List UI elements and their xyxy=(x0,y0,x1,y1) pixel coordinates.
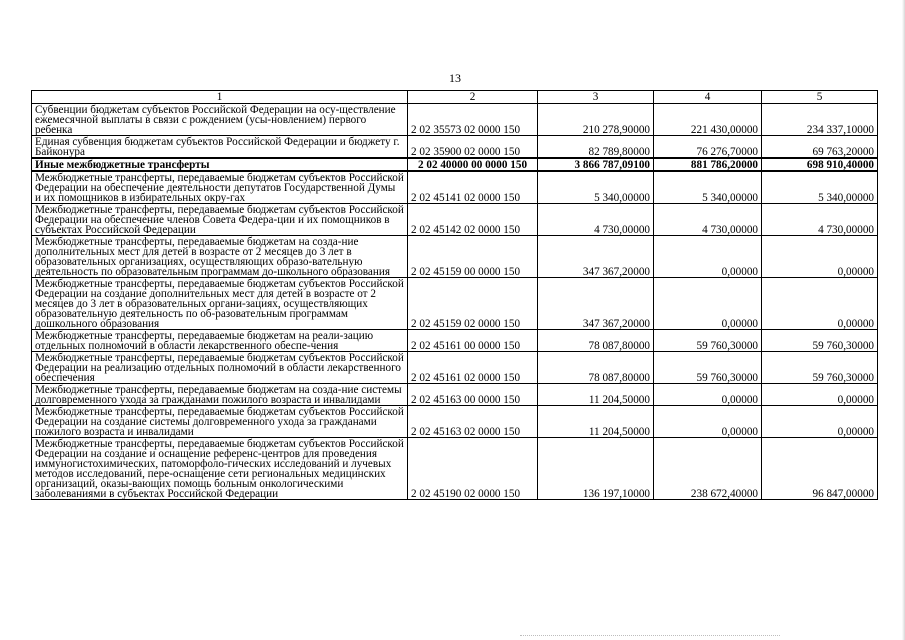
row-value-col3: 5 340,00000 xyxy=(538,171,654,204)
row-name: Субвенции бюджетам субъектов Российской Федерации на осу-ществление ежемесячной выплаты в связи с рождением (усы-новлением) первого ребенка xyxy=(32,104,408,136)
row-value-col5: 0,00000 xyxy=(762,406,878,438)
column-header-2: 2 xyxy=(408,91,538,104)
row-value-col5: 0,00000 xyxy=(762,278,878,330)
row-code: 2 02 45161 02 0000 150 xyxy=(408,352,538,384)
row-value-col4: 881 786,20000 xyxy=(654,158,762,171)
row-value-col4: 221 430,00000 xyxy=(654,104,762,136)
row-code: 2 02 45141 02 0000 150 xyxy=(408,171,538,204)
row-value-col3: 136 197,10000 xyxy=(538,438,654,500)
budget-table xyxy=(31,90,878,500)
row-value-col3: 11 204,50000 xyxy=(538,406,654,438)
row-name: Межбюджетные трансферты, передаваемые бюджетам субъектов Российской Федерации на создание и оснащение референс-центров для проведения иммуногистохимических, патоморфоло-гических исследований и лучевых методов исследований, пере-оснащение сети региональных медицинских организаций, оказы-вающих помощь больным онкологическими заболеваниями в субъектах Российской Федерации xyxy=(32,438,408,500)
row-value-col4: 4 730,00000 xyxy=(654,204,762,236)
row-value-col5: 59 760,30000 xyxy=(762,330,878,352)
row-value-col4: 0,00000 xyxy=(654,236,762,278)
row-code: 2 02 40000 00 0000 150 xyxy=(408,158,538,171)
row-code: 2 02 35573 02 0000 150 xyxy=(408,104,538,136)
row-value-col3: 347 367,20000 xyxy=(538,278,654,330)
column-header-5: 5 xyxy=(762,91,878,104)
row-code: 2 02 45159 02 0000 150 xyxy=(408,278,538,330)
row-value-col4: 0,00000 xyxy=(654,278,762,330)
row-value-col5: 698 910,40000 xyxy=(762,158,878,171)
column-header-4: 4 xyxy=(654,91,762,104)
row-value-col3: 78 087,80000 xyxy=(538,330,654,352)
row-value-col5: 234 337,10000 xyxy=(762,104,878,136)
row-code: 2 02 45159 00 0000 150 xyxy=(408,236,538,278)
row-value-col4: 59 760,30000 xyxy=(654,352,762,384)
row-code: 2 02 45163 02 0000 150 xyxy=(408,406,538,438)
row-value-col4: 59 760,30000 xyxy=(654,330,762,352)
table-row xyxy=(32,136,878,159)
table-row xyxy=(32,278,878,330)
table-row xyxy=(32,171,878,204)
table-row xyxy=(32,236,878,278)
header-row xyxy=(32,91,878,104)
scan-artifact xyxy=(520,635,780,637)
row-value-col5: 4 730,00000 xyxy=(762,204,878,236)
row-value-col5: 0,00000 xyxy=(762,384,878,406)
row-name: Межбюджетные трансферты, передаваемые бюджетам субъектов Российской Федерации на создание дополнительных мест для детей в возрасте от 2 месяцев до 3 лет в образовательных органи-зациях, осуществляющих образовательную деятельность по об-разовательным программам дошкольного образования xyxy=(32,278,408,330)
row-value-col5: 96 847,00000 xyxy=(762,438,878,500)
row-value-col3: 82 789,80000 xyxy=(538,136,654,159)
row-value-col3: 11 204,50000 xyxy=(538,384,654,406)
row-value-col5: 0,00000 xyxy=(762,236,878,278)
table-row xyxy=(32,352,878,384)
row-name: Межбюджетные трансферты, передаваемые бюджетам субъектов Российской Федерации на обеспечение членов Совета Федера-ции и их помощников в субъектах Российской Федерации xyxy=(32,204,408,236)
row-value-col3: 347 367,20000 xyxy=(538,236,654,278)
row-name: Иные межбюджетные трансферты xyxy=(32,158,408,171)
row-value-col4: 0,00000 xyxy=(654,406,762,438)
row-value-col5: 5 340,00000 xyxy=(762,171,878,204)
row-value-col5: 59 760,30000 xyxy=(762,352,878,384)
table-row xyxy=(32,158,878,171)
row-value-col3: 4 730,00000 xyxy=(538,204,654,236)
table-row xyxy=(32,384,878,406)
page-number: 13 xyxy=(449,71,461,85)
row-name: Единая субвенция бюджетам субъектов Российской Федерации и бюджету г. Байконура xyxy=(32,136,408,159)
row-value-col4: 238 672,40000 xyxy=(654,438,762,500)
table-row xyxy=(32,406,878,438)
row-name: Межбюджетные трансферты, передаваемые бюджетам на созда-ние дополнительных мест для детей в возрасте от 2 месяцев до 3 лет в образовательных организациях, осуществляющих образо-вательную деятельность по образовательным программам до-школьного образования xyxy=(32,236,408,278)
row-name: Межбюджетные трансферты, передаваемые бюджетам на созда-ние системы долговременного ухода за гражданами пожилого возраста и инвалидами xyxy=(32,384,408,406)
table-row xyxy=(32,330,878,352)
table-row xyxy=(32,204,878,236)
column-header-3: 3 xyxy=(538,91,654,104)
row-value-col4: 76 276,70000 xyxy=(654,136,762,159)
row-value-col3: 78 087,80000 xyxy=(538,352,654,384)
table-row xyxy=(32,104,878,136)
row-name: Межбюджетные трансферты, передаваемые бюджетам субъектов Российской Федерации на обеспечение деятельности депутатов Государственной Думы и их помощников в избирательных окру-гах xyxy=(32,171,408,204)
row-code: 2 02 45142 02 0000 150 xyxy=(408,204,538,236)
row-code: 2 02 45190 02 0000 150 xyxy=(408,438,538,500)
column-header-1: 1 xyxy=(32,91,408,104)
row-name: Межбюджетные трансферты, передаваемые бюджетам на реали-зацию отдельных полномочий в области лекарственного обеспе-чения xyxy=(32,330,408,352)
row-value-col3: 210 278,90000 xyxy=(538,104,654,136)
row-name: Межбюджетные трансферты, передаваемые бюджетам субъектов Российской Федерации на создание системы долговременного ухода за гражданами пожилого возраста и инвалидами xyxy=(32,406,408,438)
row-code: 2 02 45163 00 0000 150 xyxy=(408,384,538,406)
table-row xyxy=(32,438,878,500)
row-value-col3: 3 866 787,09100 xyxy=(538,158,654,171)
row-name: Межбюджетные трансферты, передаваемые бюджетам субъектов Российской Федерации на реализацию отдельных полномочий в области лекарственного обеспечения xyxy=(32,352,408,384)
row-code: 2 02 35900 02 0000 150 xyxy=(408,136,538,159)
row-value-col4: 0,00000 xyxy=(654,384,762,406)
row-value-col5: 69 763,20000 xyxy=(762,136,878,159)
row-code: 2 02 45161 00 0000 150 xyxy=(408,330,538,352)
row-value-col4: 5 340,00000 xyxy=(654,171,762,204)
